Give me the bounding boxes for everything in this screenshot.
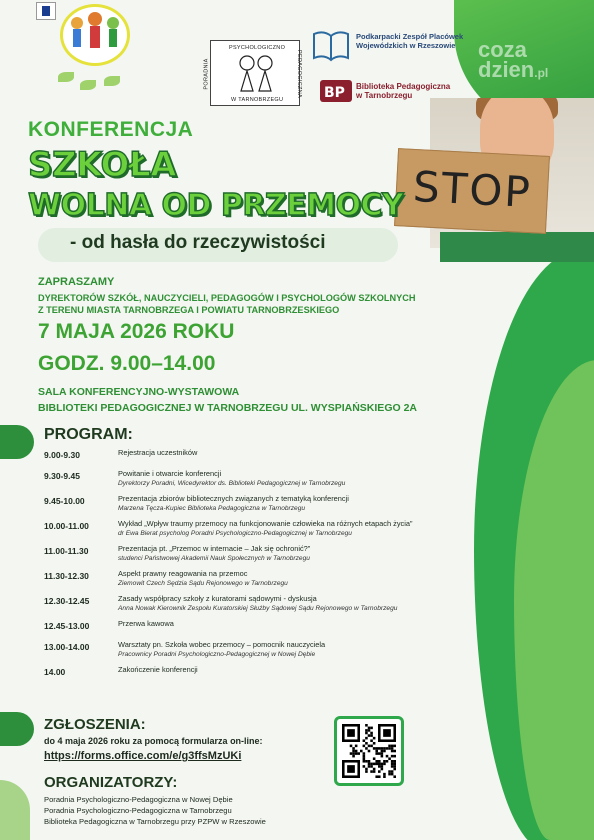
event-venue <box>38 384 417 416</box>
qr-module <box>373 742 376 745</box>
organizers-heading: ORGANIZATORZY: <box>44 774 178 791</box>
podkarpacki-text: Podkarpacki Zespół Placówek Wojewódzkich w Rzeszowie <box>356 32 464 50</box>
book-logo-icon <box>312 30 350 62</box>
qr-module <box>378 770 381 773</box>
qr-module <box>375 750 378 753</box>
program-row <box>44 494 514 513</box>
invite-audience-line1: DYREKTORÓW SZKÓŁ, NAUCZYCIELI, PEDAGOGÓW I PSYCHOLOGÓW SZKOLNYCH <box>38 293 416 303</box>
organizer-item: Poradnia Psychologiczno-Pedagogiczna w Tarnobrzegu <box>44 806 232 815</box>
qr-module <box>365 729 368 732</box>
title-line2: WOLNA OD PRZEMOCY <box>28 188 404 223</box>
qr-module <box>391 773 394 776</box>
poradnia-logo-bottom-text: W TARNOBRZEGU <box>231 97 284 103</box>
poradnia-logo-left-text: PORADNIA <box>203 58 210 90</box>
qr-module <box>388 757 391 760</box>
watermark <box>478 37 549 83</box>
qr-module <box>378 763 381 766</box>
qr-module <box>391 745 394 748</box>
qr-module <box>368 763 371 766</box>
qr-module <box>393 745 396 748</box>
qr-module <box>383 750 386 753</box>
qr-module <box>381 747 384 750</box>
program-speaker: Anna Nowak Kierownik Zespołu Kuratorskiej Służby Sądowej Sądu Rejonowego w Tarnobrzegu <box>118 605 398 612</box>
qr-module <box>391 747 394 750</box>
qr-module <box>370 734 373 737</box>
watermark-line1: coza <box>478 37 527 62</box>
qr-module <box>355 750 358 753</box>
program-body <box>118 594 514 613</box>
qr-module <box>391 763 394 766</box>
qr-module <box>373 757 376 760</box>
coat-of-arms-icon <box>36 2 56 20</box>
program-time: 14.00 <box>44 667 66 677</box>
qr-module <box>363 752 366 755</box>
qr-module <box>386 747 389 750</box>
organizers-list <box>44 794 266 827</box>
qr-module <box>388 770 391 773</box>
qr-module <box>375 747 378 750</box>
venue-line1: SALA KONFERENCYJNO-WYSTAWOWA <box>38 386 240 398</box>
qr-module <box>355 752 358 755</box>
watermark-line2: dzien <box>478 57 535 82</box>
program-title: Zasady współpracy szkoły z kuratorami sądowymi - dyskusja <box>118 594 317 603</box>
poradnia-logo-top-text: PSYCHOLOGICZNO <box>229 45 286 51</box>
registration-deadline: do 4 maja 2026 roku za pomocą formularza on-line: <box>44 736 263 746</box>
invite-heading: ZAPRASZAMY <box>38 276 115 288</box>
program-title: Zakończenie konferencji <box>118 665 198 674</box>
program-body <box>118 665 514 677</box>
program-speaker: studenci Państwowej Akademii Nauk Społecznych w Tarnobrzegu <box>118 555 310 562</box>
bp-logo-icon <box>320 80 352 102</box>
qr-module <box>391 765 394 768</box>
subtitle: - od hasła do rzeczywistości <box>70 232 326 253</box>
qr-module <box>373 770 376 773</box>
qr-module <box>373 768 376 771</box>
qr-module <box>383 760 386 763</box>
qr-module <box>375 763 378 766</box>
svg-text:BP: BP <box>324 85 345 101</box>
program-body <box>118 544 514 563</box>
program-title: Wykład „Wpływ traumy przemocy na funkcjonowanie człowieka na różnych etapach życia” <box>118 519 413 528</box>
program-speaker: dr Ewa Bierat psycholog Poradni Psychologiczno-Pedagogicznej w Tarnobrzegu <box>118 530 352 537</box>
qr-module <box>368 765 371 768</box>
program-title: Powitanie i otwarcie konferencji <box>118 469 222 478</box>
qr-module <box>350 745 353 748</box>
program-heading: PROGRAM: <box>44 426 133 443</box>
qr-module <box>381 755 384 758</box>
qr-module <box>381 763 384 766</box>
qr-module <box>378 760 381 763</box>
program-time: 13.00-14.00 <box>44 642 90 652</box>
qr-module <box>368 760 371 763</box>
registration-heading: ZGŁOSZENIA: <box>44 716 146 733</box>
program-time: 9.30-9.45 <box>44 471 80 481</box>
qr-module <box>365 770 368 773</box>
watermark-tld: .pl <box>534 66 549 80</box>
qr-module <box>378 765 381 768</box>
program-title: Warsztaty pn. Szkoła wobec przemocy – pomocnik nauczyciela <box>118 640 326 649</box>
program-list <box>44 448 514 686</box>
program-speaker: Dyrektorzy Poradni, Wicedyrektor ds. Biblioteki Pedagogicznej w Tarnobrzegu <box>118 480 346 487</box>
qr-module <box>378 747 381 750</box>
program-row <box>44 469 514 488</box>
qr-module <box>368 729 371 732</box>
qr-module <box>388 773 391 776</box>
program-title: Aspekt prawny reagowania na przemoc <box>118 569 248 578</box>
program-row <box>44 594 514 613</box>
program-body <box>118 469 514 488</box>
qr-module <box>393 775 396 778</box>
qr-module <box>368 734 371 737</box>
qr-module <box>378 775 381 778</box>
program-speaker: Ziemowit Czech Sędzia Sądu Rejonowego w Tarnobrzegu <box>118 580 288 587</box>
qr-module <box>386 760 389 763</box>
organizer-item: Poradnia Psychologiczno-Pedagogiczna w Nowej Dębie <box>44 795 233 804</box>
qr-code-graphic <box>342 724 396 778</box>
program-body <box>118 519 514 538</box>
qr-module <box>388 747 391 750</box>
leaf-decoration <box>58 72 74 82</box>
qr-module <box>363 755 366 758</box>
qr-module <box>365 742 368 745</box>
invite-audience-line2: Z TERENU MIASTA TARNOBRZEGA I POWIATU TARNOBRZESKIEGO <box>38 305 340 315</box>
qr-module <box>383 773 386 776</box>
qr-module <box>393 765 396 768</box>
qr-module <box>378 752 381 755</box>
qr-module <box>381 750 384 753</box>
bottom-left-decoration <box>0 780 30 840</box>
program-row <box>44 619 514 631</box>
boy-shirt <box>440 232 594 262</box>
qr-module <box>347 729 355 737</box>
qr-module <box>381 765 384 768</box>
qr-module <box>365 768 368 771</box>
qr-module <box>393 768 396 771</box>
qr-module <box>375 760 378 763</box>
qr-module <box>391 770 394 773</box>
qr-module <box>370 732 373 735</box>
qr-module <box>365 724 368 727</box>
qr-module <box>383 775 386 778</box>
qr-module <box>352 750 355 753</box>
qr-module <box>370 770 373 773</box>
qr-module <box>363 745 366 748</box>
program-time: 12.45-13.00 <box>44 621 90 631</box>
program-title: Rejestracja uczestników <box>118 448 198 457</box>
children-drawing-icon <box>233 53 279 93</box>
organizer-item: Biblioteka Pedagogiczna w Tarnobrzegu przy PZPW w Rzeszowie <box>44 817 266 826</box>
program-row <box>44 665 514 677</box>
qr-module <box>365 732 368 735</box>
program-row <box>44 519 514 538</box>
qr-module <box>370 739 373 742</box>
qr-module <box>383 763 386 766</box>
program-row <box>44 569 514 588</box>
program-title: Prezentacja pt. „Przemoc w internacie – Jak się ochronić?” <box>118 544 311 553</box>
leaf-decoration <box>80 80 96 90</box>
program-time: 11.30-12.30 <box>44 571 89 581</box>
qr-module <box>370 727 373 730</box>
program-row <box>44 448 514 460</box>
invite-audience <box>38 292 416 316</box>
program-time: 12.30-12.45 <box>44 596 90 606</box>
program-time: 9.00-9.30 <box>44 450 80 460</box>
venue-line2: BIBLIOTEKI PEDAGOGICZNEJ W TARNOBRZEGU UL. WYSPIAŃSKIEGO 2A <box>38 402 417 414</box>
qr-module <box>393 760 396 763</box>
event-time: GODZ. 9.00–14.00 <box>38 352 216 375</box>
qr-module <box>391 750 394 753</box>
qr-module <box>393 750 396 753</box>
program-body <box>118 619 514 631</box>
qr-module <box>363 757 366 760</box>
qr-module <box>365 747 368 750</box>
conference-label: KONFERENCJA <box>28 118 194 141</box>
qr-module <box>375 775 378 778</box>
program-body <box>118 640 514 659</box>
program-time: 11.00-11.30 <box>44 546 89 556</box>
kids-logo-icon <box>60 4 130 66</box>
event-date: 7 MAJA 2026 ROKU <box>38 320 235 343</box>
program-row <box>44 544 514 563</box>
qr-code-icon[interactable] <box>334 716 404 786</box>
qr-module <box>391 755 394 758</box>
qr-module <box>350 752 353 755</box>
qr-module <box>365 737 368 740</box>
qr-module <box>375 752 378 755</box>
registration-link[interactable]: https://forms.office.com/e/g3ffsMzUKi <box>44 750 242 762</box>
qr-module <box>363 739 366 742</box>
qr-module <box>381 768 384 771</box>
registration-tab-decoration <box>0 712 34 746</box>
qr-module <box>368 750 371 753</box>
qr-module <box>373 747 376 750</box>
poradnia-logo-right-text: PEDAGOGICZNA <box>295 50 302 98</box>
program-body <box>118 494 514 513</box>
qr-module <box>355 745 358 748</box>
title-line1: SZKOŁA <box>28 145 177 185</box>
program-body <box>118 569 514 588</box>
qr-module <box>368 727 371 730</box>
qr-module <box>370 763 373 766</box>
qr-module <box>363 765 366 768</box>
qr-module <box>393 763 396 766</box>
qr-module <box>393 755 396 758</box>
qr-module <box>368 745 371 748</box>
program-row <box>44 640 514 659</box>
stop-sign <box>394 148 550 234</box>
qr-module <box>352 752 355 755</box>
program-body <box>118 448 514 460</box>
qr-module <box>370 765 373 768</box>
leaf-decoration <box>104 76 120 86</box>
qr-module <box>383 747 386 750</box>
stop-sign-text: STOP <box>411 161 533 218</box>
qr-module <box>363 760 366 763</box>
qr-module <box>383 729 391 737</box>
poradnia-logo <box>203 40 302 106</box>
program-title: Przerwa kawowa <box>118 619 174 628</box>
qr-module <box>381 752 384 755</box>
qr-module <box>347 765 355 773</box>
qr-module <box>352 747 355 750</box>
qr-module <box>357 752 360 755</box>
qr-module <box>370 745 373 748</box>
qr-module <box>365 760 368 763</box>
qr-module <box>386 755 389 758</box>
program-speaker: Marzena Tęcza-Kupiec Biblioteka Pedagogiczna w Tarnobrzegu <box>118 505 306 512</box>
qr-module <box>373 737 376 740</box>
program-time: 10.00-11.00 <box>44 521 89 531</box>
qr-module <box>360 750 363 753</box>
qr-module <box>388 745 391 748</box>
biblioteka-text: Biblioteka Pedagogiczna w Tarnobrzegu <box>356 82 451 100</box>
program-speaker: Pracownicy Poradni Psychologiczno-Pedagogicznej w Nowej Dębie <box>118 651 316 658</box>
program-tab-decoration <box>0 425 34 459</box>
program-title: Prezentacja zbiorów bibliotecznych związanych z tematyką konferencji <box>118 494 349 503</box>
program-time: 9.45-10.00 <box>44 496 85 506</box>
qr-module <box>391 760 394 763</box>
qr-module <box>352 755 355 758</box>
qr-module <box>373 763 376 766</box>
